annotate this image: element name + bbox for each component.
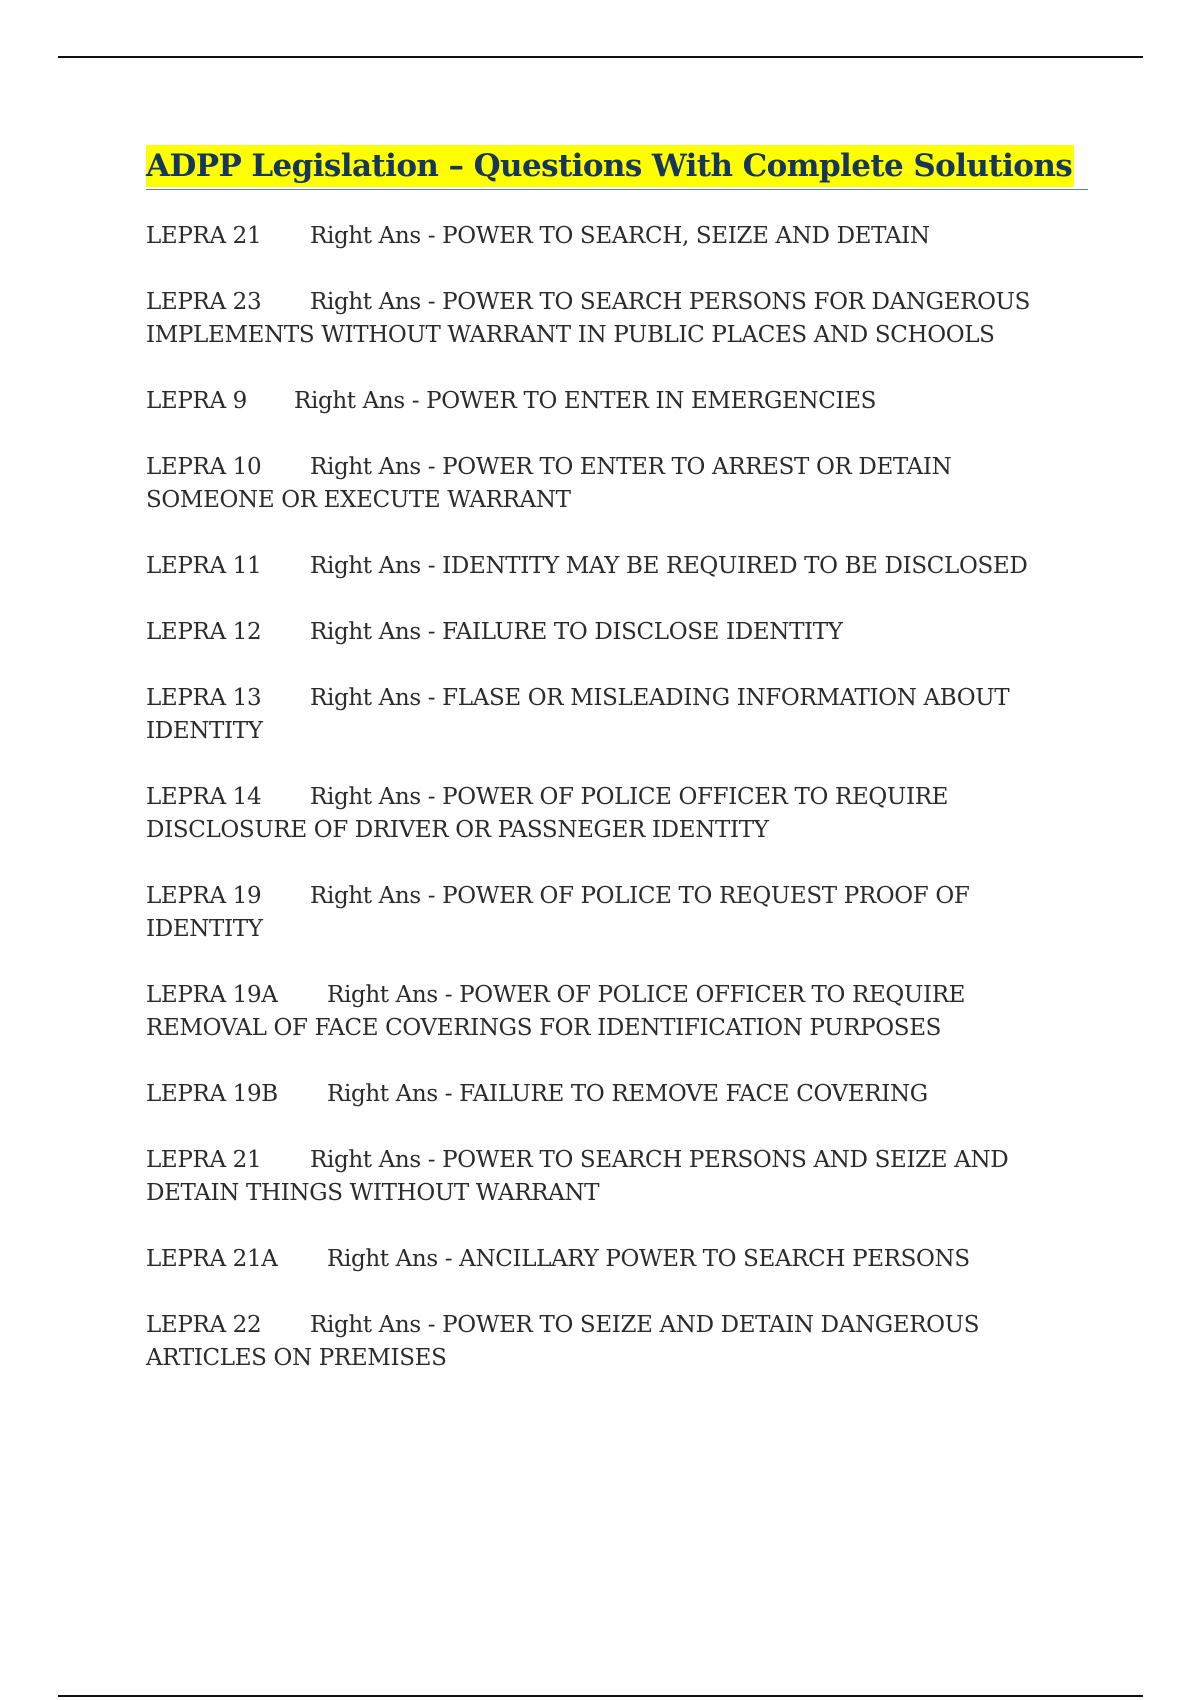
entry-answer: Right Ans - FAILURE TO REMOVE FACE COVERING <box>327 1081 928 1107</box>
entry-answer: Right Ans - POWER TO SEARCH, SEIZE AND DETAIN <box>310 223 930 249</box>
qa-entry <box>146 451 1081 517</box>
entry-answer: Right Ans - ANCILLARY POWER TO SEARCH PERSONS <box>327 1246 970 1272</box>
entry-term: LEPRA 12 <box>146 619 262 645</box>
entry-term: LEPRA 22 <box>146 1312 262 1338</box>
entry-term: LEPRA 21 <box>146 1147 262 1173</box>
entry-term: LEPRA 9 <box>146 388 247 414</box>
document-body <box>146 145 1086 1408</box>
qa-entry <box>146 781 1081 847</box>
qa-entry <box>146 220 1081 253</box>
qa-entry <box>146 385 1081 418</box>
entry-term: LEPRA 11 <box>146 553 262 579</box>
qa-entry <box>146 880 1081 946</box>
entry-answer: Right Ans - POWER OF POLICE OFFICER TO REQUIRE DISCLOSURE OF DRIVER OR PASSNEGER IDENTITY <box>146 784 949 843</box>
entry-term: LEPRA 21 <box>146 223 262 249</box>
qa-entry <box>146 1144 1081 1210</box>
entry-term: LEPRA 23 <box>146 289 262 315</box>
entry-term: LEPRA 19 <box>146 883 262 909</box>
document-title: ADPP Legislation – Questions With Complete Solutions <box>146 145 1074 187</box>
entry-term: LEPRA 13 <box>146 685 262 711</box>
entry-answer: Right Ans - IDENTITY MAY BE REQUIRED TO BE DISCLOSED <box>310 553 1028 579</box>
entry-answer: Right Ans - POWER TO SEARCH PERSONS AND SEIZE AND DETAIN THINGS WITHOUT WARRANT <box>146 1147 1009 1206</box>
bottom-divider <box>58 1695 1143 1697</box>
qa-entry <box>146 1309 1081 1375</box>
entry-answer: Right Ans - POWER TO ENTER IN EMERGENCIES <box>294 388 877 414</box>
qa-entry <box>146 616 1081 649</box>
qa-entry <box>146 1078 1081 1111</box>
entry-answer: Right Ans - POWER OF POLICE TO REQUEST PROOF OF IDENTITY <box>146 883 970 942</box>
qa-entry <box>146 550 1081 583</box>
entry-answer: Right Ans - POWER TO SEIZE AND DETAIN DANGEROUS ARTICLES ON PREMISES <box>146 1312 980 1371</box>
entry-term: LEPRA 19B <box>146 1081 278 1107</box>
entry-term: LEPRA 14 <box>146 784 262 810</box>
top-divider <box>58 56 1143 58</box>
entry-term: LEPRA 21A <box>146 1246 278 1272</box>
qa-entry <box>146 1243 1081 1276</box>
title-block <box>146 145 1088 190</box>
qa-entry <box>146 979 1081 1045</box>
qa-entry <box>146 286 1081 352</box>
entry-answer: Right Ans - POWER TO SEARCH PERSONS FOR DANGEROUS IMPLEMENTS WITHOUT WARRANT IN PUBLIC PLACES AND SCHOOLS <box>146 289 1031 348</box>
entry-term: LEPRA 19A <box>146 982 278 1008</box>
entry-answer: Right Ans - FAILURE TO DISCLOSE IDENTITY <box>310 619 843 645</box>
entry-answer: Right Ans - POWER TO ENTER TO ARREST OR DETAIN SOMEONE OR EXECUTE WARRANT <box>146 454 952 513</box>
entry-answer: Right Ans - POWER OF POLICE OFFICER TO REQUIRE REMOVAL OF FACE COVERINGS FOR IDENTIFICATION PURPOSES <box>146 982 966 1041</box>
qa-entry <box>146 682 1081 748</box>
entry-answer: Right Ans - FLASE OR MISLEADING INFORMATION ABOUT IDENTITY <box>146 685 1010 744</box>
entry-term: LEPRA 10 <box>146 454 262 480</box>
qa-list <box>146 220 1086 1375</box>
